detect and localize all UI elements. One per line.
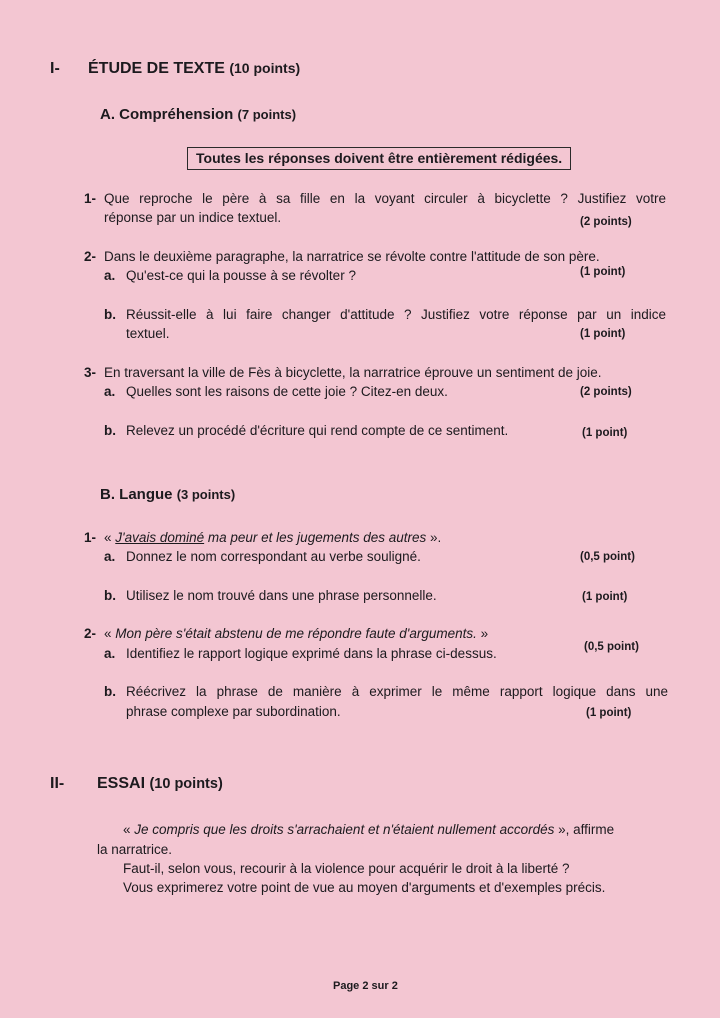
essay-line2: la narratrice. — [97, 842, 173, 857]
section1-title — [88, 60, 300, 78]
partB-q1-number: 1- — [84, 530, 97, 545]
partA-q3b-points: (1 point) — [582, 427, 628, 439]
partB-q2b-line2: phrase complexe par subordination. — [126, 704, 341, 719]
partB-q1-quote-open: « — [104, 530, 116, 545]
section2-number: II- — [50, 775, 65, 792]
partB-q1a-points: (0,5 point) — [580, 551, 635, 563]
partA-q2a-points: (1 point) — [580, 266, 626, 278]
partA-q1-number: 1- — [84, 191, 97, 206]
essay-quote-line — [123, 822, 614, 837]
partA-q2-number: 2- — [84, 249, 97, 264]
partB-q1b-text: Utilisez le nom trouvé dans une phrase personnelle. — [126, 588, 437, 603]
partB-q2-quote-open: « — [104, 626, 116, 641]
partB-q2-quote-close: » — [476, 626, 489, 641]
instruction-box: Toutes les réponses doivent être entièrement rédigées. — [187, 147, 571, 170]
partA-q3-number: 3- — [84, 365, 97, 380]
partA-q3a-points: (2 points) — [580, 386, 632, 398]
partB-q2b-line1: Réécrivez la phrase de manière à exprimer le même rapport logique dans une — [126, 684, 668, 699]
section2-title-text: ESSAI — [97, 775, 146, 792]
section1-points: (10 points) — [229, 60, 301, 76]
partA-q3a-text: Quelles sont les raisons de cette joie ? Citez-en deux. — [126, 384, 448, 399]
partA-q1-points: (2 points) — [580, 216, 632, 228]
partB-q2-quote — [104, 626, 488, 641]
section1-number: I- — [50, 60, 60, 77]
essay-quote-after: », affirme — [554, 822, 615, 837]
partB-q2a-label: a. — [104, 646, 116, 661]
partA-q2-text: Dans le deuxième paragraphe, la narratrice se révolte contre l'attitude de son père. — [104, 249, 600, 264]
essay-line4: Vous exprimerez votre point de vue au moyen d'arguments et d'exemples précis. — [123, 880, 606, 895]
partA-q3b-label: b. — [104, 423, 116, 438]
partB-title: B. Langue — [100, 486, 173, 503]
partA-q2b-line2: textuel. — [126, 326, 170, 341]
partB-q1-quote-rest: ma peur et les jugements des autres — [204, 530, 427, 545]
partA-q1-line2: réponse par un indice textuel. — [104, 210, 282, 225]
partA-points: (7 points) — [237, 107, 297, 122]
partB-q2a-points: (0,5 point) — [584, 641, 639, 653]
partA-q2a-label: a. — [104, 268, 116, 283]
partA-q2b-line1: Réussit-elle à lui faire changer d'attitude ? Justifiez votre réponse par un indice — [126, 307, 666, 322]
underlined-verb: J'avais dominé — [115, 530, 205, 545]
partB-q2-number: 2- — [84, 626, 97, 641]
page-number: Page 2 sur 2 — [333, 980, 398, 992]
partA-q3b-text: Relevez un procédé d'écriture qui rend compte de ce sentiment. — [126, 423, 509, 438]
partA-q2b-label: b. — [104, 307, 116, 322]
partB-q1a-label: a. — [104, 549, 116, 564]
essay-line3: Faut-il, selon vous, recourir à la violence pour acquérir le droit à la liberté ? — [123, 861, 570, 876]
partA-heading — [100, 106, 296, 123]
partB-q2a-text: Identifiez le rapport logique exprimé dans la phrase ci-dessus. — [126, 646, 497, 661]
section1-title-text: ÉTUDE DE TEXTE — [88, 60, 225, 77]
partA-q2b-points: (1 point) — [580, 328, 626, 340]
partA-q3-text: En traversant la ville de Fès à bicyclette, la narratrice éprouve un sentiment de joie. — [104, 365, 602, 380]
partB-points: (3 points) — [176, 487, 236, 502]
partB-q2-quote-text: Mon père s'était abstenu de me répondre faute d'arguments. — [115, 626, 477, 641]
partB-q1b-points: (1 point) — [582, 591, 628, 603]
section2-points: (10 points) — [149, 776, 223, 792]
partA-q1-line1: Que reproche le père à sa fille en la voyant circuler à bicyclette ? Justifiez votre — [104, 191, 666, 206]
essay-quote-text: Je compris que les droits s'arrachaient et n'étaient nullement accordés — [134, 822, 555, 837]
partB-q1a-text: Donnez le nom correspondant au verbe souligné. — [126, 549, 421, 564]
partB-q1-quote-close: ». — [426, 530, 442, 545]
partB-q1-quote — [104, 530, 441, 545]
essay-quote-open: « — [123, 822, 135, 837]
partB-q1b-label: b. — [104, 588, 116, 603]
partB-heading — [100, 486, 235, 503]
partA-q3a-label: a. — [104, 384, 116, 399]
section2-title — [97, 775, 223, 793]
partA-title: A. Compréhension — [100, 106, 234, 123]
partA-q2a-text: Qu'est-ce qui la pousse à se révolter ? — [126, 268, 356, 283]
partB-q2b-label: b. — [104, 684, 116, 699]
partB-q2b-points: (1 point) — [586, 707, 632, 719]
